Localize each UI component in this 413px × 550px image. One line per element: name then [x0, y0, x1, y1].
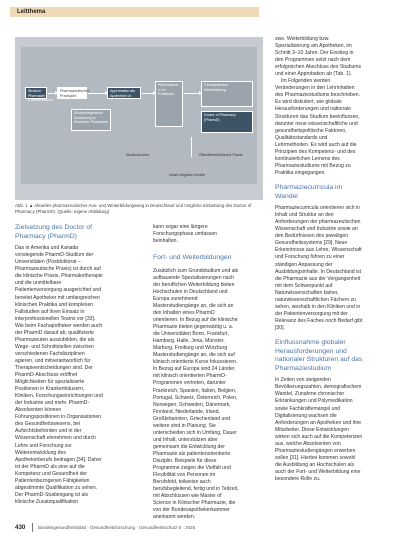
diagram-divider: [191, 137, 192, 157]
body-paragraph: Pharmaziecurricula orientieren sich in Inhalt und Struktur an den Anforderungen der pharmazeutischen Wissenschaft und Industrie sowie an den Bedürfnissen des jeweiligen Gesundheitssystems [29]. Neue Erkenntnisse aus Lehre, Wissenschaft und Forschung führen zu einer ständigen Anpassung der Ausbildungsinhalte. In Deutschland ist die Pharmazie aus der Vergangenheit mit dem Schwerpunkt auf Naturwissenschaften bisher, naturwissenschaftlichen Fächern zu sehen, weshalb in den Kliniken und in der Patientenversorgung mit der Relevanz des Faches noch Bedarf gibt [30].: [275, 205, 363, 331]
body-paragraph: kann sogar eine längere Forschungsphase umfassen beinhalten.: [153, 224, 217, 245]
diagram-arrow: [88, 93, 106, 94]
body-paragraph: Im Folgenden werden Veränderungen in den Lehrinhalten des Pharmaziestudiums beschrieben. Es wird diskutiert, wie globale Herausforderungen und nationale Strukturen das Studium beeinflussen, darunter neue wissenschaftliche und gesundheitspolitische Faktoren, Qualitätsstandards und Lehrmethoden. Es wird auch auf die Prinzipien des Kompetenz- und des kontinuierlichen Lernens des Pharmaziestudiums mit Bezug zu Praktika eingegangen.: [275, 78, 360, 176]
diagram-node-study: Studium Pharmazie (Staatsexamen): [25, 87, 47, 99]
diagram-node-practice: Pharmazeut/-in im Praktikum: [155, 81, 183, 127]
diagram-node-clinical: Studienbegleitend Ausbildung in Klinischer Pharmazie: [71, 109, 111, 131]
section-label: Leitthema: [17, 9, 46, 15]
diagram-arrow: [48, 93, 56, 94]
section-heading: Einflussnahme globaler Herausforderungen und nationaler Strukturen auf das Pharmaziestudium: [275, 338, 363, 372]
text-column-2: [153, 224, 241, 520]
journal-citation: Bundesgesundheitsblatt · Gesundheitsforschung · Gesundheitsschutz 5 · 2025: [38, 525, 196, 530]
diagram-node-internship: Pharmazeutischer Praxisjahr: [57, 87, 87, 99]
body-paragraph: Zusätzlich zum Grundstudium und als aufbauende Spezialisierungen nach der beruflichen Weiterbildung bieten Hochschulen in Deutschland und Europa zunehmend Masterstudiengänge an, die sich an den Inhalten eines PharmD orientieren. In Bezug auf die klinische Pharmazie bieten gegenwärtig u. a. die Universitäten Bonn, Frankfurt, Hamburg, Halle, Jena, Münster, Marburg, Freiburg und Würzburg Masterstudiengänge an, die sich auf klinisch orientierte Kurse fokussieren. In Bezug auf Europa sind 24 Länder mit klinisch orientierten PharmD-Programmen vertreten, darunter Frankreich, Spanien, Italien, Belgien, Portugal, Schweiz, Österreich, Polen, Norwegen, Schweden, Dänemark, Finnland, Niederlande, Irland, Großbritannien, Griechenland und weitere sind in Planung. Sie unterscheiden sich in Umfang, Dauer und Inhalt, unterstützen aber gemeinsam die Entwicklung der Pharmazie als patientenorientierte Disziplin. Beispiele für diese Programme zeigen die Vielfalt und Flexibilität von Personen im Berufsfeld, teilweise auch berufsbegleitend, fertig und in Teilzeit, mit Abschlüssen wie Master of Science in Klinischer Pharmazie, die von der Bundesapothekerkammer anerkannt werden.: [153, 267, 239, 521]
page-number: 430: [15, 524, 26, 531]
text-column-1: [15, 224, 103, 520]
diagram-node-specialist: Fachapotheker Weiterbildung: [201, 81, 253, 107]
figure-diagram: [21, 47, 257, 184]
figure-caption: Abb. 1 ▲ Aktueller pharmazeutischer Aus- und Weiterbildungsweg in Deutschland und mögliche Einbettung des Doctor of Pharmacy (PharmD). (Quelle: eigene Abbildung): [15, 203, 252, 214]
diagram-label-practice: Öffentliche/Klinische Praxis: [199, 153, 243, 157]
body-paragraph: In Zeiten von steigenden Bevölkerungszahlen, demografischem Wandel, Zunahme chronischer Erkrankungen und Polymedikation sowie Fachkräftemangel und Digitalisierung wachsen die Anforderungen an Apotheken und ihre Mitarbeiter. Diese Entwicklungen wirken sich auch auf die Kompetenzen aus, welche Absolventen von Pharmaziestudiengängen erwerben sollen [31]. Hierbei kommen sowohl die Ausbildung an Hochschulen als auch der Fort- und Weiterbildung eine besondere Rolle zu.: [275, 377, 363, 482]
diagram-arrow: [184, 93, 200, 94]
section-heading: Fort- und Weiterbildungen: [153, 254, 232, 262]
body-paragraph: swe. Weiterbildung bzw. Spezialisierung am Apotheken, im Schnitt 3–10 Jahre. Der Einstieg in den Programmen setzt nach dem erfolgreichen Abschluss des Studiums und einer Approbation ab (Tab. 1).: [275, 36, 362, 78]
diagram-node-pharmd: Doctor of Pharmacy (PharmD): [201, 111, 253, 133]
diagram-node-approbation: Approbation als Apotheker/-in: [107, 87, 141, 99]
section-heading: Pharmaziecurricula im Wandel: [275, 183, 343, 200]
diagram-label-study: Studium/Lehre: [126, 153, 150, 157]
section-heading: Zielsetzung des Doctor of Pharmacy (PharmD): [15, 224, 93, 240]
section-header-bar: [10, 7, 259, 17]
diagram-arrow: [142, 93, 154, 94]
body-paragraph: Das in Amerika und Kanada vorwiegende PharmD-Studium der Universitäten (Postdoktorat – Pharmazeutische Praxis) ist durch auf die klinische Praxis, Pharmakotherapie und die unmittelbare Patientenversorgung ausgerichtet und bereitet Apotheker mit umfangreichen klinischen Praktika und komplexen Fallstudien auf ihren Einsatz in interprofessionellen Teams vor [33]. Wie beim Fachapotheker werden auch der PharmD darauf ab, qualifizierte Pharmazeuten auszubilden, die als Wege- und Schnittstellen zwischen verschiedenen Fachdisziplinen agieren, und mitverantwortlich für Therapieentscheidungen sind. Der PharmD-Abschluss eröffnet Möglichkeiten für spezialisierte Positionen in Krankenhäusern, Kliniken, Forschungseinrichtungen und der Industrie und mehr. PharmD-Absolventen können Führungspositionen in Organisationen des Gesundheitswesens, bei Aufsichtsbehörden und in der Wissenschaft einnehmen und durch Lehre und Forschung zur Weiterentwicklung des Apothekerberufs beitragen [34]. Daher ist der PharmD als eine auf die Kompetenz und Gesundheit der Patientenbezogenen Fähigkeiten abgestimmte Qualifikation zu sehen. Der PharmD-Studiengang ist als klinische Zusatzqualifikation: [15, 245, 103, 505]
footer-divider: [32, 523, 33, 532]
text-column-3: [275, 36, 363, 520]
diagram-legend: Inhalt mögliche Inhalte: [169, 173, 205, 177]
